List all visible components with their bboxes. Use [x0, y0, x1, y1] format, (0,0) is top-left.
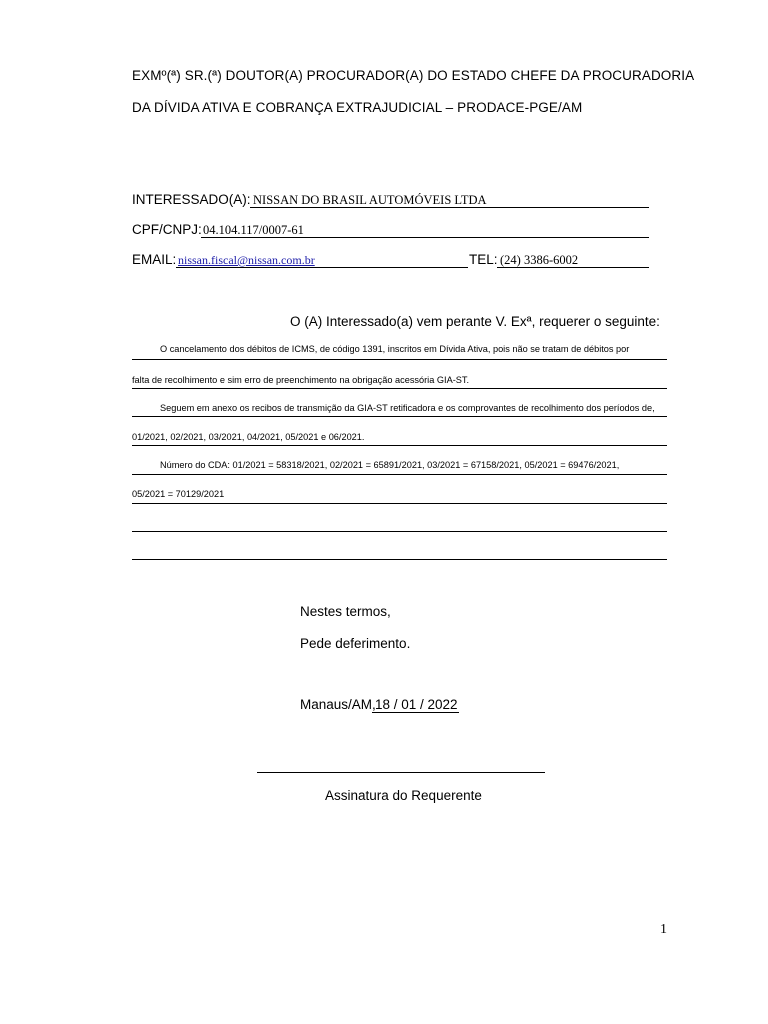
signature-line	[257, 772, 545, 773]
tel-underline	[497, 267, 649, 268]
interessado-value: NISSAN DO BRASIL AUTOMÓVEIS LTDA	[253, 193, 487, 207]
closing-line-1: Nestes termos,	[300, 604, 391, 619]
date-underline	[372, 712, 459, 713]
closing-line-2: Pede deferimento.	[300, 636, 411, 651]
request-rule-4	[132, 445, 667, 446]
tel-value: (24) 3386-6002	[500, 253, 579, 267]
header-line-2: DA DÍVIDA ATIVA E COBRANÇA EXTRAJUDICIAL – PRODACE-PGE/AM	[132, 100, 583, 115]
header-line-1: EXMº(ª) SR.(ª) DOUTOR(A) PROCURADOR(A) DO ESTADO CHEFE DA PROCURADORIA	[132, 68, 695, 83]
email-link[interactable]: nissan.fiscal@nissan.com.br	[178, 253, 315, 267]
request-rule-7	[132, 531, 667, 532]
request-line-3: Seguem em anexo os recibos de transmição da GIA-ST retificadora e os comprovantes de recolhimento dos períodos de,	[160, 403, 655, 413]
page-number: 1	[660, 922, 667, 937]
request-rule-6	[132, 503, 667, 504]
request-line-1: O cancelamento dos débitos de ICMS, de código 1391, inscritos em Dívida Ativa, pois não se tratam de débitos por	[160, 344, 630, 354]
email-label: EMAIL:	[132, 252, 177, 267]
request-rule-3	[132, 416, 667, 417]
email-underline	[176, 267, 468, 268]
cnpj-label: CPF/CNPJ:	[132, 222, 202, 237]
request-rule-2	[132, 388, 667, 389]
place-label: Manaus/AM,	[300, 697, 376, 712]
signature-label: Assinatura do Requerente	[325, 788, 482, 803]
request-intro: O (A) Interessado(a) vem perante V. Exª, requerer o seguinte:	[290, 314, 660, 329]
request-rule-1	[132, 359, 667, 360]
request-rule-5	[132, 474, 667, 475]
cnpj-underline	[201, 237, 649, 238]
request-line-4: 01/2021, 02/2021, 03/2021, 04/2021, 05/2021 e 06/2021.	[132, 432, 365, 442]
request-line-5: Número do CDA: 01/2021 = 58318/2021, 02/2021 = 65891/2021, 03/2021 = 67158/2021, 05/2021 = 69476/2021,	[160, 460, 620, 470]
request-line-6: 05/2021 = 70129/2021	[132, 489, 225, 499]
interessado-label: INTERESSADO(A):	[132, 192, 251, 207]
request-line-2: falta de recolhimento e sim erro de preenchimento na obrigação acessória GIA-ST.	[132, 375, 470, 385]
interessado-underline	[250, 207, 649, 208]
tel-label: TEL:	[469, 252, 498, 267]
request-rule-8	[132, 559, 667, 560]
cnpj-value: 04.104.117/0007-61	[203, 223, 304, 237]
date-value: 18 / 01 / 2022	[375, 697, 458, 712]
